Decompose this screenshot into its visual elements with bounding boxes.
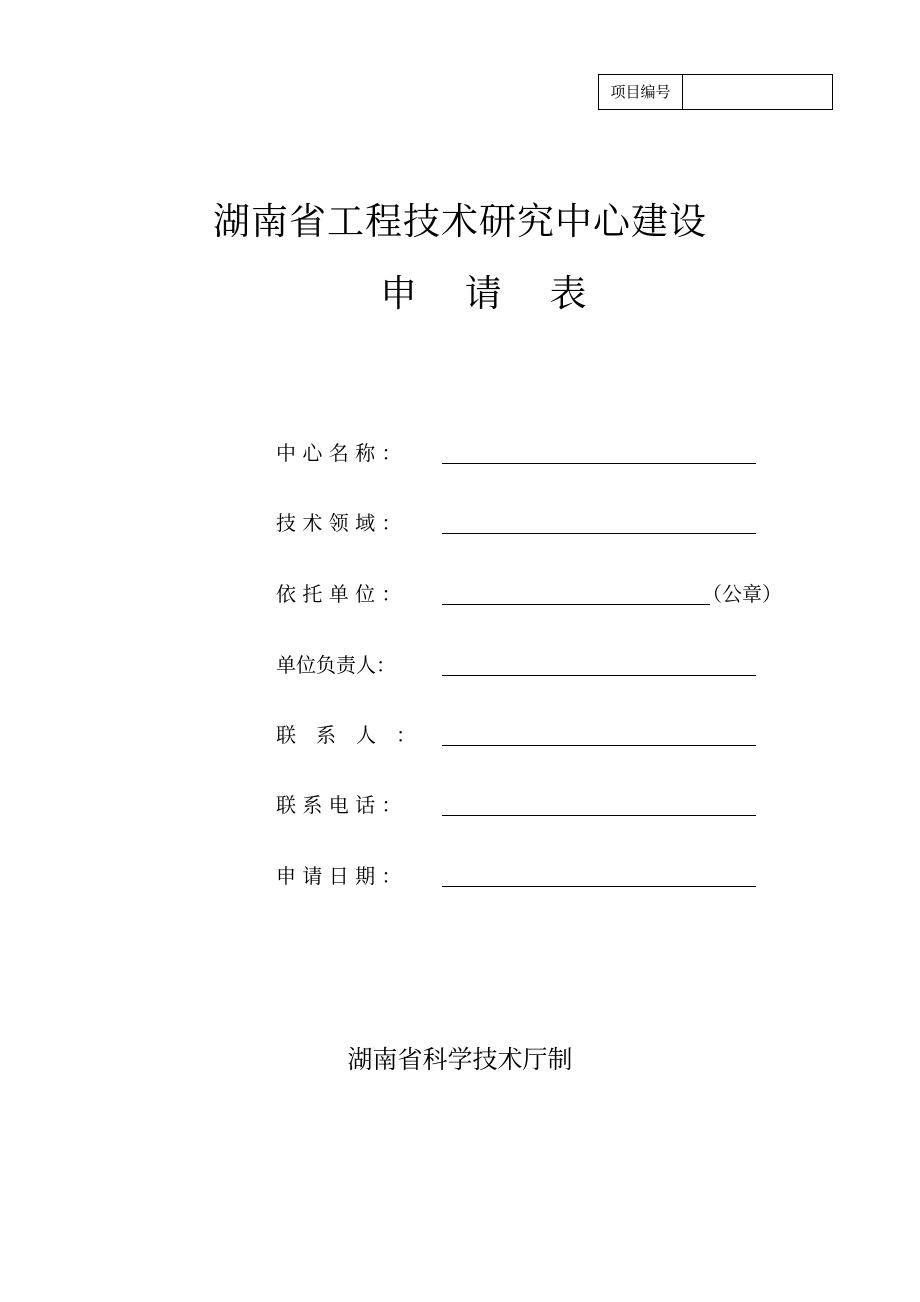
project-number-label: 项目编号 — [599, 75, 683, 109]
field-tech-domain — [276, 508, 796, 538]
field-line-center-name[interactable] — [442, 463, 756, 464]
field-label-center-name: 中 心 名 称 ： — [276, 441, 402, 465]
project-number-box — [598, 74, 833, 110]
field-contact-person — [276, 720, 796, 750]
field-unit-head — [276, 650, 796, 680]
field-label-unit-head: 单位负责人： — [276, 653, 396, 677]
document-title-text: 湖南省工程技术研究中心建设 — [213, 200, 707, 243]
field-line-tech-domain[interactable] — [442, 533, 756, 534]
field-label-host-unit: 依 托 单 位 ： — [276, 582, 402, 606]
field-label-contact-person: 联 系 人 ： — [276, 723, 416, 747]
field-line-contact-person[interactable] — [442, 745, 756, 746]
field-application-date — [276, 861, 796, 891]
field-line-unit-head[interactable] — [442, 675, 756, 676]
project-number-field[interactable] — [683, 75, 832, 109]
issuer-footer: 湖南省科学技术厅制 — [347, 1045, 573, 1074]
document-title — [0, 196, 920, 248]
field-line-host-unit[interactable] — [442, 604, 710, 605]
field-line-application-date[interactable] — [442, 886, 756, 887]
field-label-application-date: 申 请 日 期 ： — [276, 864, 402, 888]
field-label-tech-domain: 技 术 领 域 ： — [276, 511, 402, 535]
document-subtitle: 申 请 表 — [380, 272, 605, 315]
field-contact-phone — [276, 790, 796, 820]
official-seal-note: （公章） — [702, 582, 782, 606]
field-label-contact-phone: 联 系 电 话 ： — [276, 793, 402, 817]
field-line-contact-phone[interactable] — [442, 815, 756, 816]
field-host-unit — [276, 579, 796, 609]
field-center-name — [276, 438, 796, 468]
